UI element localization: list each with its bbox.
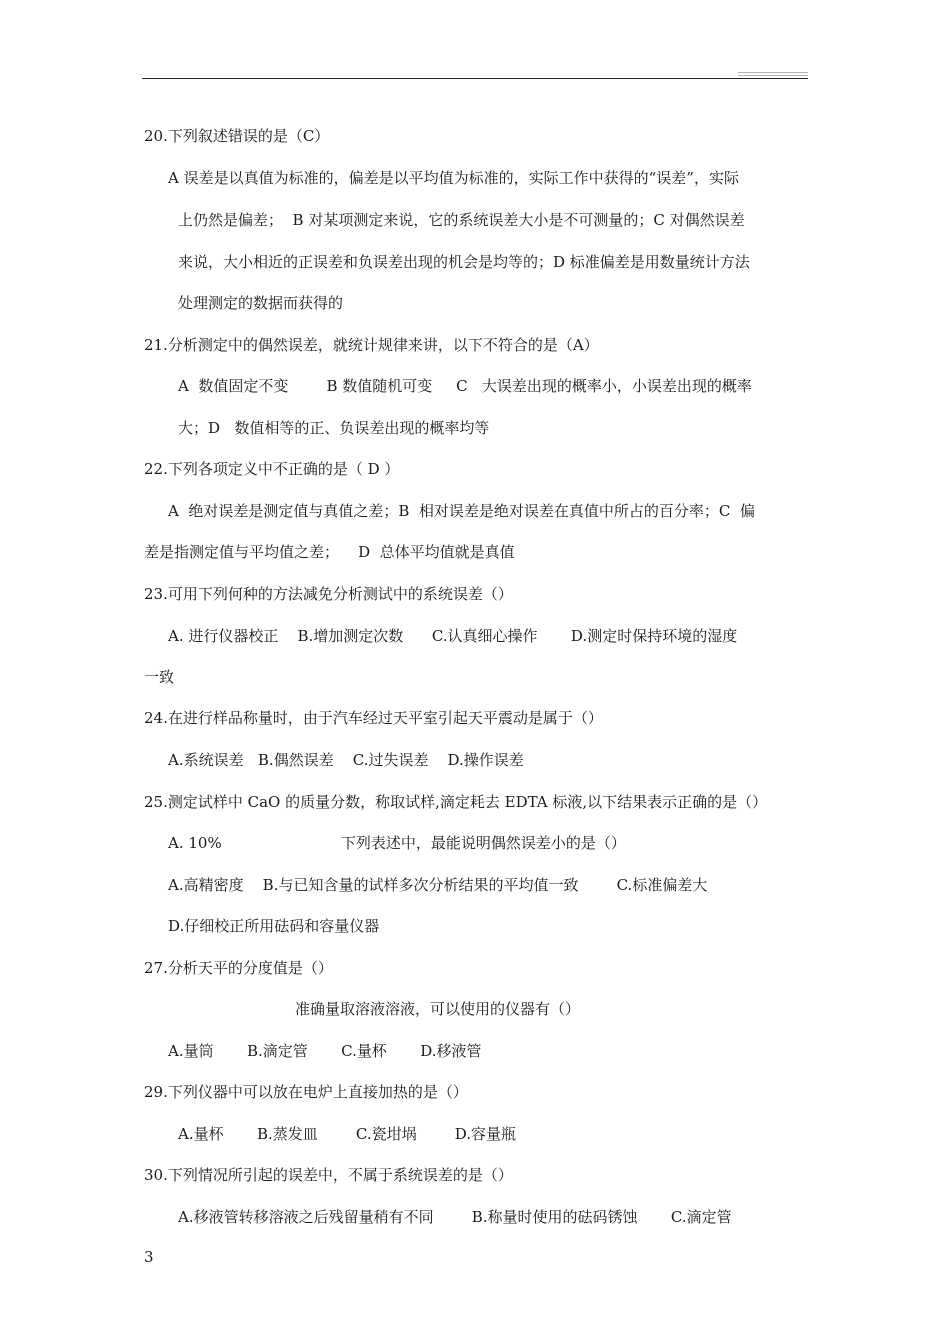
question-21: 21.分析测定中的偶然误差，就统计规律来讲，以下不符合的是（A） xyxy=(144,336,599,354)
question-27: 27.分析天平的分度值是（） xyxy=(144,959,333,977)
header-decoration-line xyxy=(738,72,808,73)
header-decoration-line xyxy=(738,75,808,76)
question-22-options: A 绝对误差是测定值与真值之差；B 相对误差是绝对误差在真值中所占的百分率；C 偏 xyxy=(168,502,755,520)
question-22: 22.下列各项定义中不正确的是（ D ） xyxy=(144,460,400,478)
question-23-options: A. 进行仪器校正 B.增加测定次数 C.认真细心操作 D.测定时保持环境的湿度 xyxy=(168,627,738,645)
question-22-options: 差是指测定值与平均值之差； D 总体平均值就是真值 xyxy=(144,543,515,561)
question-30-options: A.移液管转移溶液之后残留量稍有不同 B.称量时使用的砝码锈蚀 C.滴定管 xyxy=(178,1208,732,1226)
question-29: 29.下列仪器中可以放在电炉上直接加热的是（） xyxy=(144,1083,468,1101)
question-25: 25.测定试样中 CaO 的质量分数，称取试样,滴定耗去 EDTA 标液,以下结果表示正确的是（） xyxy=(144,793,768,811)
question-28: 准确量取溶液溶液，可以使用的仪器有（） xyxy=(295,1000,581,1018)
question-21-options: 大；D 数值相等的正、负误差出现的概率均等 xyxy=(178,419,490,437)
question-23-options: 一致 xyxy=(144,668,175,686)
question-29-options: A.量杯 B.蒸发皿 C.瓷坩埚 D.容量瓶 xyxy=(178,1125,517,1143)
question-26-options: A.高精密度 B.与已知含量的试样多次分析结果的平均值一致 C.标准偏差大 xyxy=(168,876,708,894)
question-20-option: 来说，大小相近的正误差和负误差出现的机会是均等的；D 标准偏差是用数量统计方法 xyxy=(178,253,750,271)
question-24: 24.在进行样品称量时，由于汽车经过天平室引起天平震动是属于（） xyxy=(144,709,603,727)
question-25-options: A. 10% 下列表述中，最能说明偶然误差小的是（） xyxy=(168,834,626,852)
question-20-option: A 误差是以真值为标准的，偏差是以平均值为标准的，实际工作中获得的“误差”，实际 xyxy=(168,169,739,187)
question-21-options: A 数值固定不变 B 数值随机可变 C 大误差出现的概率小，小误差出现的概率 xyxy=(178,377,752,395)
question-20-option: 处理测定的数据而获得的 xyxy=(178,294,344,312)
page-number: 3 xyxy=(144,1248,154,1266)
question-20-option: 上仍然是偏差； B 对某项测定来说，它的系统误差大小是不可测量的；C 对偶然误差 xyxy=(178,211,745,229)
question-26-options: D.仔细校正所用砝码和容量仪器 xyxy=(168,917,380,935)
question-23: 23.可用下列何种的方法减免分析测试中的系统误差（） xyxy=(144,585,513,603)
question-28-options: A.量筒 B.滴定管 C.量杯 D.移液管 xyxy=(168,1042,482,1060)
question-24-options: A.系统误差 B.偶然误差 C.过失误差 D.操作误差 xyxy=(168,751,524,769)
header-rule xyxy=(142,78,808,79)
question-30: 30.下列情况所引起的误差中，不属于系统误差的是（） xyxy=(144,1166,513,1184)
question-20: 20.下列叙述错误的是（C） xyxy=(144,127,330,145)
